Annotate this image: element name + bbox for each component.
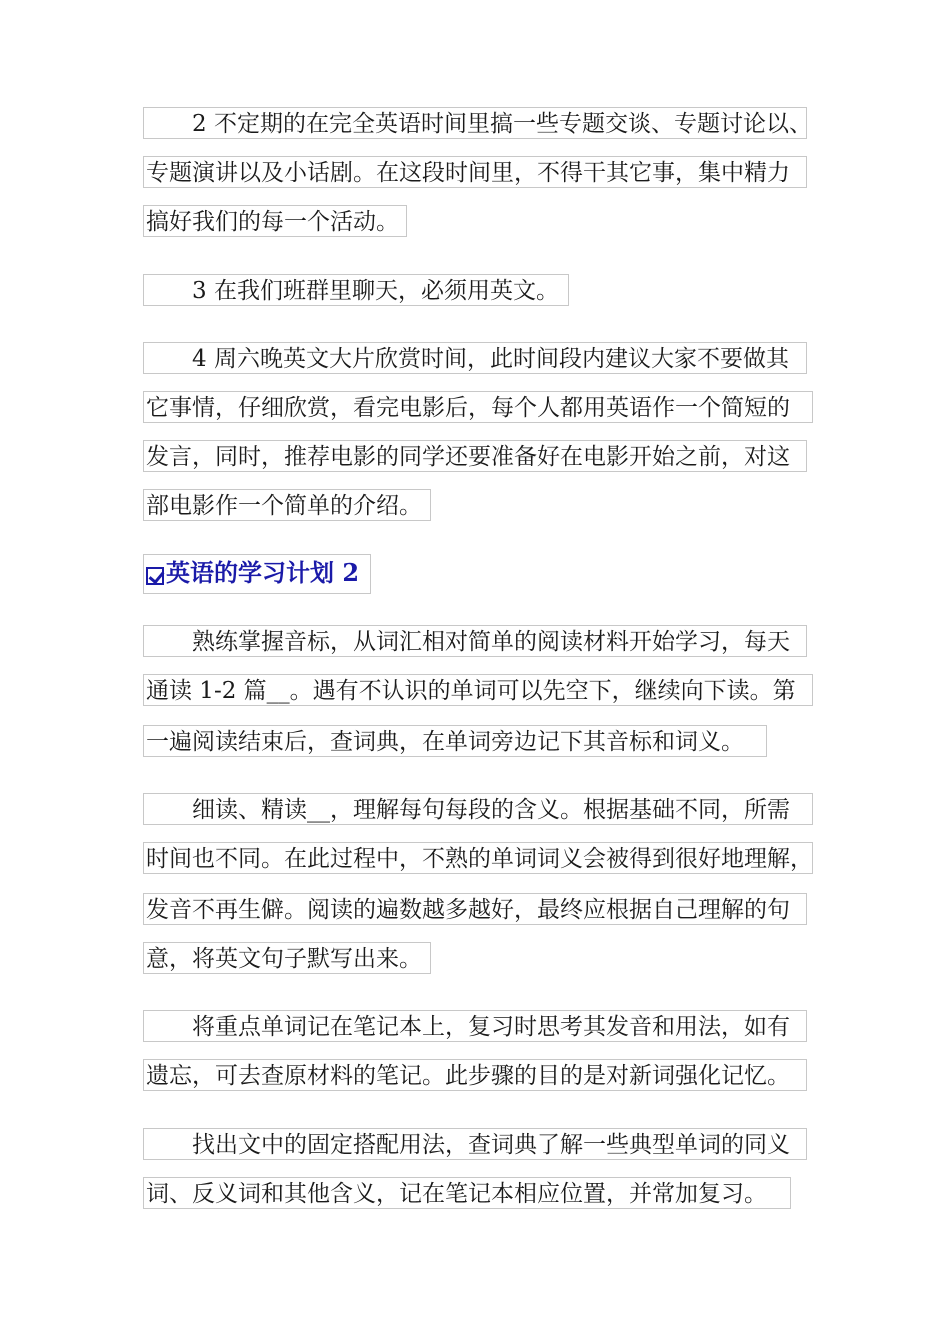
paragraph-line: 通读 1-2 篇__。遇有不认识的单词可以先空下，继续向下读。第 [143,674,813,706]
paragraph-line: 它事情，仔细欣赏，看完电影后，每个人都用英语作一个简短的 [143,391,813,423]
paragraph-line: 熟练掌握音标，从词汇相对简单的阅读材料开始学习，每天 [143,625,807,657]
paragraph-line: 发音不再生僻。阅读的遍数越多越好，最终应根据自己理解的句 [143,893,807,925]
paragraph-line: 专题演讲以及小话剧。在这段时间里，不得干其它事，集中精力 [143,156,807,188]
paragraph-line: 意，将英文句子默写出来。 [143,942,431,974]
section-heading [143,554,371,594]
paragraph-line: 细读、精读__，理解每句每段的含义。根据基础不同，所需 [143,793,813,825]
paragraph-line: 词、反义词和其他含义，记在笔记本相应位置，并常加复习。 [143,1177,791,1209]
paragraph-line: 3 在我们班群里聊天，必须用英文。 [143,274,569,306]
paragraph-line: 发言，同时，推荐电影的同学还要准备好在电影开始之前，对这 [143,440,807,472]
paragraph-line: 2 不定期的在完全英语时间里搞一些专题交谈、专题讨论以、 [143,107,807,139]
paragraph-line: 4 周六晚英文大片欣赏时间，此时间段内建议大家不要做其 [143,342,807,374]
paragraph-line: 搞好我们的每一个活动。 [143,205,407,237]
paragraph-line: 一遍阅读结束后，查词典，在单词旁边记下其音标和词义。 [143,725,767,757]
paragraph-line: 时间也不同。在此过程中，不熟的单词词义会被得到很好地理解， [143,842,813,874]
paragraph-line: 遗忘，可去查原材料的笔记。此步骤的目的是对新词强化记忆。 [143,1059,807,1091]
paragraph-line: 部电影作一个简单的介绍。 [143,489,431,521]
checkbox-icon [146,567,164,585]
paragraph-line: 找出文中的固定搭配用法，查词典了解一些典型单词的同义 [143,1128,807,1160]
heading-text: 英语的学习计划 2 [166,558,360,587]
paragraph-line: 将重点单词记在笔记本上，复习时思考其发音和用法，如有 [143,1010,807,1042]
